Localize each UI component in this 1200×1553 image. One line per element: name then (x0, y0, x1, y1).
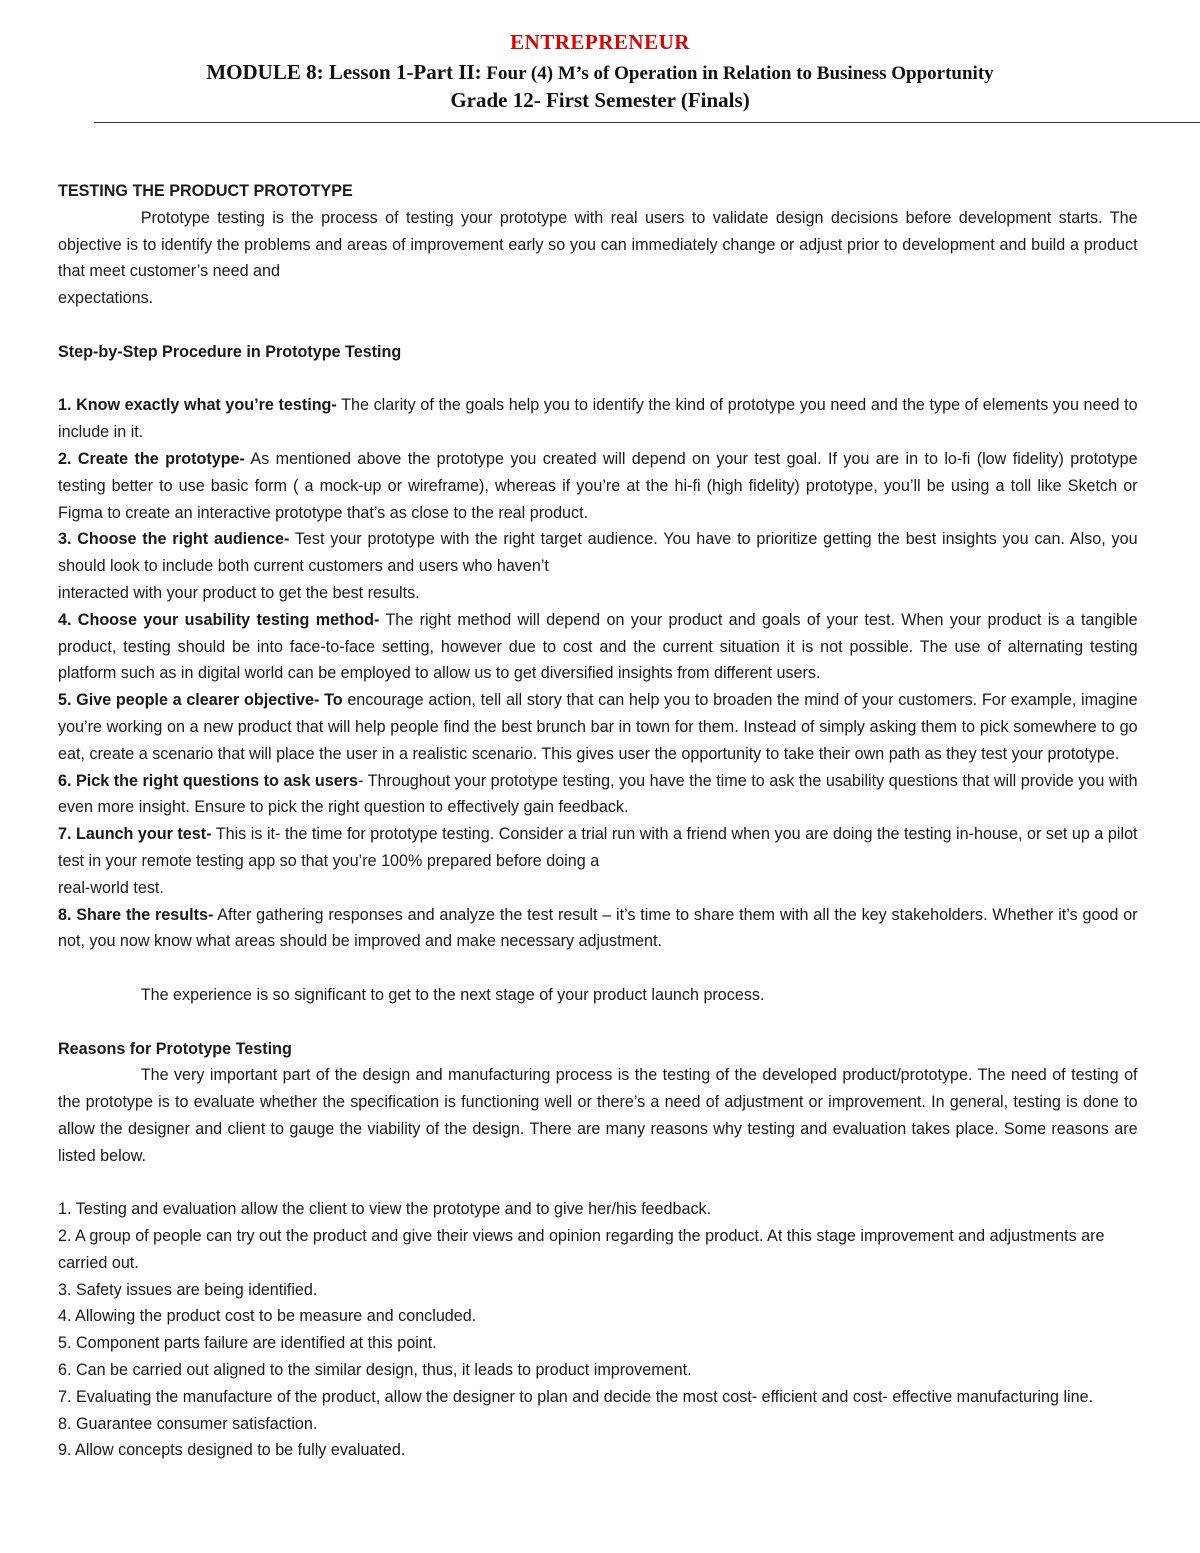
step-item (58, 768, 1138, 822)
step-item (58, 821, 1138, 875)
step-text: The right method will depend on your product and goals of your test. When your product is a tangible product, testing should be into face-to-face setting, however due to cost and the current situation it is not possible. The use of alternating testing platform such as in digital world can be employed to allow us to get diversified insights from different users. (58, 610, 1138, 683)
step-text: After gathering responses and analyze the test result – it’s time to share them with all the key stakeholders. Whether it’s good or not, you now know what areas should be improved and make necessary adjustment. (58, 905, 1138, 951)
module-prefix: MODULE 8: Lesson 1-Part II: (206, 60, 482, 84)
section-heading: TESTING THE PRODUCT PROTOTYPE (58, 182, 353, 200)
intro-paragraph-end: expectations. (58, 289, 154, 308)
reason-item: 5. Component parts failure are identified at this point. (58, 1334, 437, 1353)
step-text: Test your prototype with the right target audience. You have to prioritize getting the best insights you can. Also, you should look to include both current customers and users who haven’t (58, 530, 1138, 576)
reason-item: 1. Testing and evaluation allow the client to view the prototype and to give her/his feedback. (58, 1200, 712, 1219)
intro-paragraph: Prototype testing is the process of testing your prototype with real users to validate design decisions before development starts. The objective is to identify the problems and areas of improvement early so you can immediately change or adjust prior to development and build a product that meet customer’s need and (58, 208, 1138, 281)
reasons-list (58, 1196, 1138, 1464)
step-item-continued: real-world test. (58, 878, 164, 897)
step-title: 6. Pick the right questions to ask users (58, 771, 359, 790)
step-item (58, 392, 1138, 446)
reasons-heading: Reasons for Prototype Testing (58, 1039, 292, 1058)
step-title: 2. Create the prototype- (58, 449, 245, 468)
step-item (58, 526, 1138, 580)
step-item (58, 687, 1138, 767)
reason-item: 2. A group of people can try out the product and give their views and opinion regarding the product. At this stage improvement and adjustments are carried out. (58, 1227, 1105, 1272)
step-text: The clarity of the goals help you to identify the kind of prototype you need and the type of elements you need to include in it. (58, 396, 1138, 442)
step-text: As mentioned above the prototype you created will depend on your test goal. If you are in to lo-fi (low fidelity) prototype testing better to use basic form ( a mock-up or wireframe), whereas if you’re at the hi-fi (high fidelity) prototype, you’ll be using a toll like Sketch or Figma to create an interactive prototype that’s as close to the real product. (58, 449, 1138, 522)
step-text: encourage action, tell all story that can help you to broaden the mind of your customers. For example, imagine you’re working on a new product that will help people find the best brunch bar in town for them. Instead of simply asking them to pick somewhere to go eat, create a scenario that will place the user in a realistic scenario. This gives user the opportunity to take their own path as they test your prototype. (58, 691, 1138, 763)
grade-line: Grade 12- First Semester (Finals) (450, 88, 750, 112)
reason-item: 7. Evaluating the manufacture of the product, allow the designer to plan and decide the most cost- efficient and cost- effective manufacturing line. (58, 1387, 1094, 1406)
step-item (58, 446, 1138, 526)
step-title: 8. Share the results- (58, 905, 214, 924)
step-text: - Throughout your prototype testing, you have the time to ask the usability questions that will provide you with even more insight. Ensure to pick the right question to effectively gain feedback. (58, 771, 1138, 817)
reason-item: 8. Guarantee consumer satisfaction. (58, 1414, 318, 1433)
module-topic: Four (4) M’s of Operation in Relation to Business Opportunity (481, 63, 994, 84)
step-item-continued: interacted with your product to get the best results. (58, 583, 420, 602)
reason-item: 3. Safety issues are being identified. (58, 1280, 318, 1299)
module-line (0, 60, 1200, 85)
step-title: 7. Launch your test- (58, 825, 212, 844)
step-text: This is it- the time for prototype testing. Consider a trial run with a friend when you are doing the testing in-house, or set up a pilot test in your remote testing app so that you’re 100% prepared before doing a (58, 825, 1138, 870)
reason-item: 4. Allowing the product cost to be measure and concluded. (58, 1307, 477, 1326)
reason-item: 9. Allow concepts designed to be fully evaluated. (58, 1441, 406, 1460)
steps-list (58, 392, 1138, 955)
subject-title: ENTREPRENEUR (510, 30, 690, 54)
step-item (58, 902, 1138, 956)
document-body (58, 178, 1138, 1464)
step-title: 1. Know exactly what you’re testing- (58, 396, 337, 415)
step-item (58, 607, 1138, 687)
step-title: 4. Choose your usability testing method- (58, 610, 380, 629)
experience-paragraph: The experience is so significant to get to the next stage of your product launch process. (140, 985, 765, 1004)
steps-heading: Step-by-Step Procedure in Prototype Testing (58, 342, 402, 361)
header-divider (94, 122, 1200, 123)
reason-item: 6. Can be carried out aligned to the similar design, thus, it leads to product improvement. (58, 1361, 692, 1380)
reasons-intro: The very important part of the design and manufacturing process is the testing of the developed product/prototype. The need of testing of the prototype is to evaluate whether the specification is functioning well or there’s a need of adjustment or improvement. In general, testing is done to allow the designer and client to gauge the viability of the design. There are many reasons why testing and evaluation takes place. Some reasons are listed below. (58, 1066, 1138, 1165)
step-title: 5. Give people a clearer objective- To (58, 691, 343, 710)
step-title: 3. Choose the right audience- (58, 530, 290, 549)
